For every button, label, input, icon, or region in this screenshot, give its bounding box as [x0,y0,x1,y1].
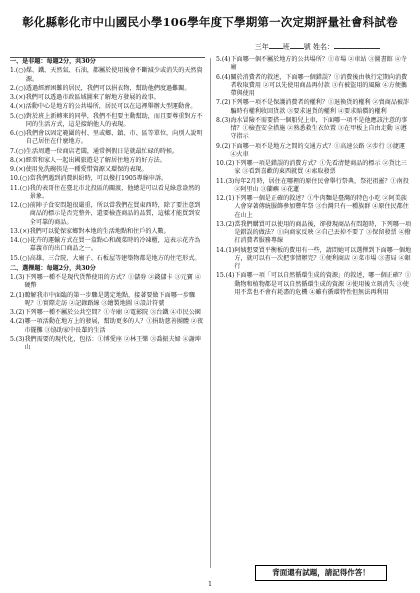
question-number-answer: 2.(○) [10,84,26,92]
number-blank [290,48,304,49]
question-text: 煤、鐵、天然氣、石油，都屬於使用後會不斷減少或消失的天然資源。 [25,67,203,83]
question-number-answer: 8.(×) [10,156,26,164]
question-item [216,143,412,160]
question-number-answer: 4.(×) [10,103,26,111]
question-number-answer: 9.(2) [216,142,231,150]
question-item [10,175,205,183]
question-text: 下面哪一項「可以自然循環生成的資源」的敘述，哪一個正確？①動物和植物都是可以自然循環生成的資源 ②使用後立刻消失 ③使用不當也不會有耗盡的危機 ④雖有循環特性但無法再利用 [234,272,412,296]
question-item [216,160,412,177]
question-text: 對於班上新轉來的同學，我們不但要主動幫助，而且要尊重對方不同的生活方式，這是接納他人的表現。 [25,112,203,128]
question-item [216,99,412,116]
question-number-answer: 5.(3) [10,335,25,343]
question-number-answer: 1.(○) [10,67,26,75]
reminder-box: 背面還有試題，請記得作答！ [255,565,387,581]
question-item [10,255,205,263]
question-text: 活動中心是地方的公共場所，居民可以在這裡舉辦大型運動會。 [25,103,197,111]
question-item [10,67,205,84]
question-item [216,247,412,272]
question-text: 我們會以固定範圍的村、里或鄉、鎮、市、區等單位，向別人說明自己居住在什麼地方。 [25,130,203,146]
student-info-line [255,42,380,52]
question-text: 下面哪一個不屬於地方的公共場所？①市場 ②車站 ③圖書館 ④寺廟 [230,56,407,72]
question-item [10,94,205,102]
question-item [10,202,205,227]
question-number-answer: 6.(4) [216,73,231,81]
question-text: 花卉的運輸方式在買一盒點心和蔬菜時的冷凍櫃，這表示花卉為嘉義市的出口商品之一。 [29,237,201,253]
section1-heading: 一、是非題：每題2分，共30分 [10,58,96,65]
class-label: 班 [282,43,290,51]
question-item [10,103,205,111]
grade-label: 三年 [254,43,269,51]
question-text: 我的表哥住在臺北市北投區的關渡，他總是可以看見綠意盎然的景象。 [29,184,201,200]
question-number-answer: 7.(○) [10,147,26,155]
question-text: 透過經濟困難的居民，我們可以捐衣物，幫助他們度過難關。 [25,84,191,92]
question-number-answer: 1.(3) [10,274,25,281]
question-text: 高雄、三合院、大廟子、石板屋等建築物都是地方的住宅形式。 [29,254,201,262]
question-item [10,166,205,174]
class-blank [269,48,283,49]
section2-continued-list [216,56,412,297]
section2-list [10,274,205,352]
question-item [10,157,205,165]
question-number-answer: 10.(○) [10,175,30,183]
question-item [10,336,205,353]
question-item [10,85,205,93]
question-item [10,228,205,236]
question-number-answer: 15.(○) [10,254,30,262]
section2-heading: 二、選擇題：每題2分，共30分 [10,264,96,272]
question-number-answer: 10.(2) [216,160,235,167]
question-text: 關於消費者的敘述，下面哪一個錯誤？①消費後由執行定期向消費者收取費用 ②可以先使用商品再付款 ③有被盜用的風險 ④方便攜帶與使用 [230,73,408,97]
question-text: 使用免洗碗筷是一種愛惜資源又環保的表現。 [25,166,148,173]
exam-title: 彰化縣彰化市中山國民小學106學年度下學期第一次定期評量社會科試卷 [22,15,398,29]
name-blank [334,48,380,49]
question-number-answer: 4.(2) [10,318,25,326]
question-number-answer: 13.(2) [216,220,235,228]
question-text: 下列哪一項是錯誤的消費方式？①先看清楚商品的標示 ②貨比三家 ③看到喜歡的東西就買 ④索取發票 [234,160,407,176]
question-text: 當我們遇到消費糾紛時，可以撥打1905專線申訴。 [29,175,168,183]
question-text: 我們可以透過市政區域圖來了解地方發展的故事。 [25,94,160,101]
question-text: 下面哪一項不是地方之間的交通方式？①高速公路 ②步行 ③捷運 ④火車 [230,142,405,158]
question-number-answer: 5.(○) [10,112,26,120]
question-item [216,56,412,73]
question-number-answer: 14.(○) [10,237,30,244]
question-text: 阿姨想要買平衡板的費用有一些，請問她可以選擇到下面哪一個地方，就可以有一次把事情辦完？①便利商店 ②菜市場 ③書局 ④銀行 [234,246,412,270]
question-number-answer: 11.(○) [10,184,30,192]
question-text: 瞭解我市中面臨的第一步驟是選定地點，接著要做下面哪一步驟呢？①實際走訪 ②記錄路線 ③繪製地圖 ④設計符號 [24,291,196,307]
question-item [216,117,412,142]
question-text: 我們可以從保家鄉對本地的生活地點和住戶的人數。 [29,227,170,235]
question-text: 當我們購買可以使用的商品後，卻發現商品有問題時，下列哪一項是錯誤的做法？①向商家反映 ②自己丟掉不要了 ③保留發票 ④撥打消費者服務專線 [234,220,412,245]
question-text: 經常和家人一起出國旅遊是了解居住地方的好方法。 [25,156,166,164]
question-number-answer: 2.(1) [10,291,25,299]
question-item [216,221,412,246]
question-number-answer: 12.(○) [10,202,30,209]
question-number-answer: 3.(×) [10,94,26,101]
question-text: 下列哪一種不是現代貨幣使用的方式？①儲券 ②錢儲卡 ③元寶 ④硬幣 [24,274,201,290]
question-number-answer: 13.(×) [10,227,30,235]
question-text: 下列哪一項不是保護消費者的權利？①退換貨的權利 ②賣商品被詐騙時有權利收回貨款 ③要求退貨的權利 ④要求賠償的權利 [230,99,410,115]
name-label: 姓名： [313,43,334,51]
question-item [10,309,205,317]
column-divider [210,58,211,568]
question-number-answer: 14.(1) [216,246,235,254]
question-item [10,292,205,309]
question-number-answer: 7.(2) [216,99,231,107]
question-text: 每年2月時，居住在哪裡的原住民會舉行祭典，祭祀祖靈？①南投 ②阿里山 ③蘭嶼 ④花蓮 [234,177,409,193]
question-item [216,195,412,220]
question-item [10,130,205,147]
page-number: 1 [208,581,212,588]
question-number-answer: 11.(3) [216,177,235,185]
number-label: 號 [303,43,311,51]
question-item [10,113,205,130]
question-number-answer: 15.(4) [216,272,235,280]
question-text: 哪一項活動在地方上的發展，幫助更多的人？①捐助慈善團體 ②夜市擺攤 ③協助家中長輩的生活 [24,318,204,334]
question-item [10,318,205,335]
question-item [10,185,205,202]
right-column [216,56,412,298]
question-text: 我們需要的現代化，包括：①博愛座 ②林王樂 ③喬振夫婦 ④謝坤山 [24,335,201,351]
question-item [216,74,412,99]
question-text: 生活周遭一位商店老闆，通常例假日是就最忙碌的時候。 [25,147,179,155]
question-text: 下列哪一個是正確的敘述？①牛肉麵是臺灣的特色小吃 ②阿美族人會穿著傳統服飾參加豐年祭 ③台灣只有一種族群 ④原住民都住在山上 [234,195,409,219]
question-number-answer: 12.(1) [216,195,235,202]
question-item [10,148,205,156]
question-text: 前陣子食安問題很嚴重，所以當我們在買東西時，除了要注意到商品的標示是否完整外，還要檢查商品的品質，這樣才能買到安全可靠的商品。 [29,202,201,226]
question-number-answer: 8.(3) [216,116,231,124]
section1-list [10,67,205,263]
question-number-answer: 5.(4) [216,56,231,63]
left-column [10,56,205,353]
question-number-answer: 3.(2) [10,309,25,316]
question-item [10,237,205,254]
question-number-answer: 9.(×) [10,166,26,173]
question-item [216,178,412,195]
question-item [10,274,205,291]
question-text: 下列哪一種不屬於公共空間？①寺廟 ②電影院 ③台鐵 ④市民公園 [24,309,201,316]
question-number-answer: 6.(○) [10,130,26,137]
question-text: 海水冒險不需要搭一個船兒上車，下面哪一項不是他應該注意的事情？①檢查安全措施 ②熟悉救生衣位置 ③在甲板上自由走動 ④遵守指示 [230,116,408,141]
question-item [216,272,412,297]
